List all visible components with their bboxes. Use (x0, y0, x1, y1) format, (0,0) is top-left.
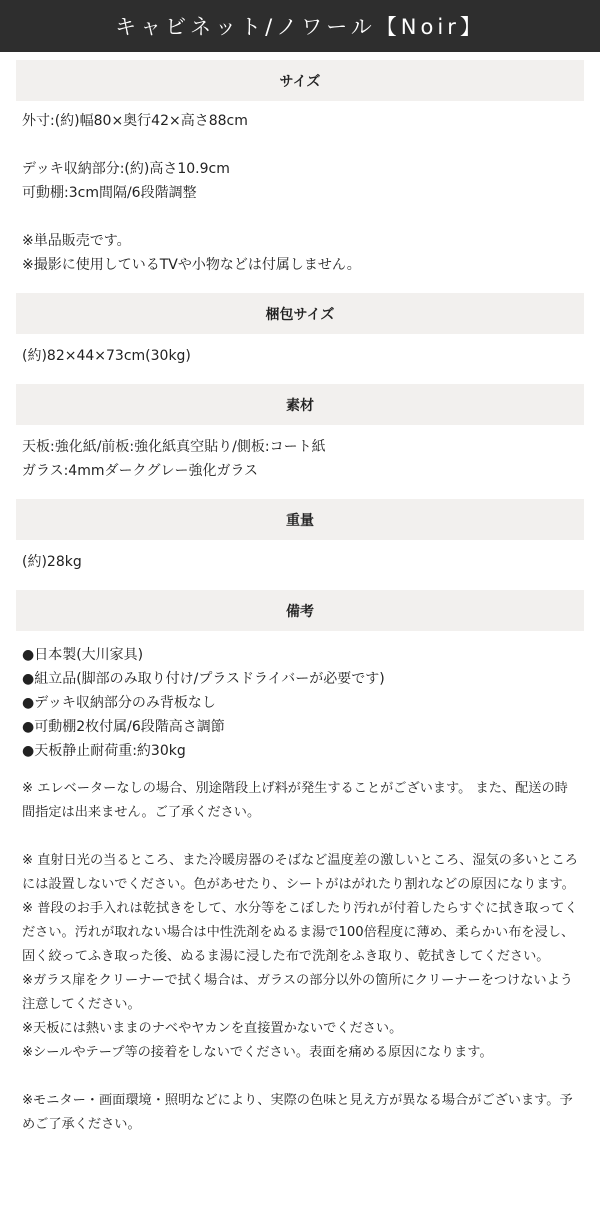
remark-bullet: ●日本製(大川家具) (22, 647, 144, 663)
size-line: 外寸:(約)幅80×奥行42×高さ88cm (22, 113, 248, 129)
section-body-package (0, 344, 600, 368)
remarks-notes (0, 777, 600, 1137)
section-body-size (0, 109, 600, 277)
remark-bullet: ●組立品(脚部のみ取り付け/プラスドライバーが必要です) (22, 671, 385, 687)
note-paragraph: ※ 普段のお手入れは乾拭きをして、水分等をこぼしたり汚れが付着したらすぐに拭き取ってください。汚れが取れない場合は中性洗剤をぬるま湯で100倍程度に薄め、柔らかい布を浸し、固く絞ってふき取った後、ぬるま湯に浸した布で洗剤をふき取り、乾拭きしてください。 (22, 901, 578, 964)
section-title-size: サイズ (279, 73, 321, 90)
note-paragraph: ※シールやテープ等の接着をしないでください。表面を痛める原因になります。 (22, 1045, 493, 1060)
section-title-material: 素材 (286, 397, 314, 414)
size-line: 可動棚:3cm間隔/6段階調整 (22, 185, 197, 201)
remark-bullet: ●可動棚2枚付属/6段階高さ調節 (22, 719, 225, 735)
size-line: ※撮影に使用しているTVや小物などは付属しません。 (22, 257, 361, 273)
page-title-bar (0, 0, 600, 52)
note-paragraph: ※ エレベーターなしの場合、別途階段上げ料が発生することがございます。 また、配送の時間指定は出来ません。ご了承ください。 (22, 781, 568, 820)
remark-bullet: ●デッキ収納部分のみ背板なし (22, 695, 216, 711)
section-header-material (16, 384, 584, 425)
size-line: ※単品販売です。 (22, 233, 131, 249)
note-paragraph: ※ガラス扉をクリーナーで拭く場合は、ガラスの部分以外の箇所にクリーナーをつけないよう注意してください。 (22, 973, 573, 1012)
spacer (22, 205, 578, 229)
page-title: キャビネット/ノワール【Noir】 (115, 15, 485, 39)
size-line: デッキ収納部分:(約)高さ10.9cm (22, 161, 230, 177)
note-paragraph: ※ 直射日光の当るところ、また冷暖房器のそばなど温度差の激しいところ、湿気の多いところには設置しないでください。色があせたり、シートがはがれたり割れなどの原因になります。 (22, 853, 578, 892)
section-header-package (16, 293, 584, 334)
section-header-size (16, 60, 584, 101)
section-header-weight (16, 499, 584, 540)
remark-bullet: ●天板静止耐荷重:約30kg (22, 743, 186, 759)
section-title-weight: 重量 (286, 512, 314, 529)
package-line: (約)82×44×73cm(30kg) (22, 348, 191, 364)
weight-line: (約)28kg (22, 554, 82, 570)
section-title-package: 梱包サイズ (265, 306, 335, 323)
note-paragraph: ※天板には熱いままのナベやヤカンを直接置かないでください。 (22, 1021, 403, 1036)
spacer (22, 133, 578, 157)
section-body-remarks (0, 643, 600, 763)
section-body-weight (0, 550, 600, 574)
section-header-remarks (16, 590, 584, 631)
section-body-material (0, 435, 600, 483)
spacer (22, 825, 578, 849)
material-line: ガラス:4mmダークグレー強化ガラス (22, 463, 259, 479)
spacer (22, 1065, 578, 1089)
material-line: 天板:強化紙/前板:強化紙真空貼り/側板:コート紙 (22, 439, 326, 455)
note-paragraph: ※モニター・画面環境・照明などにより、実際の色味と見え方が異なる場合がございます。予めご了承ください。 (22, 1093, 573, 1132)
section-title-remarks: 備考 (286, 603, 314, 620)
